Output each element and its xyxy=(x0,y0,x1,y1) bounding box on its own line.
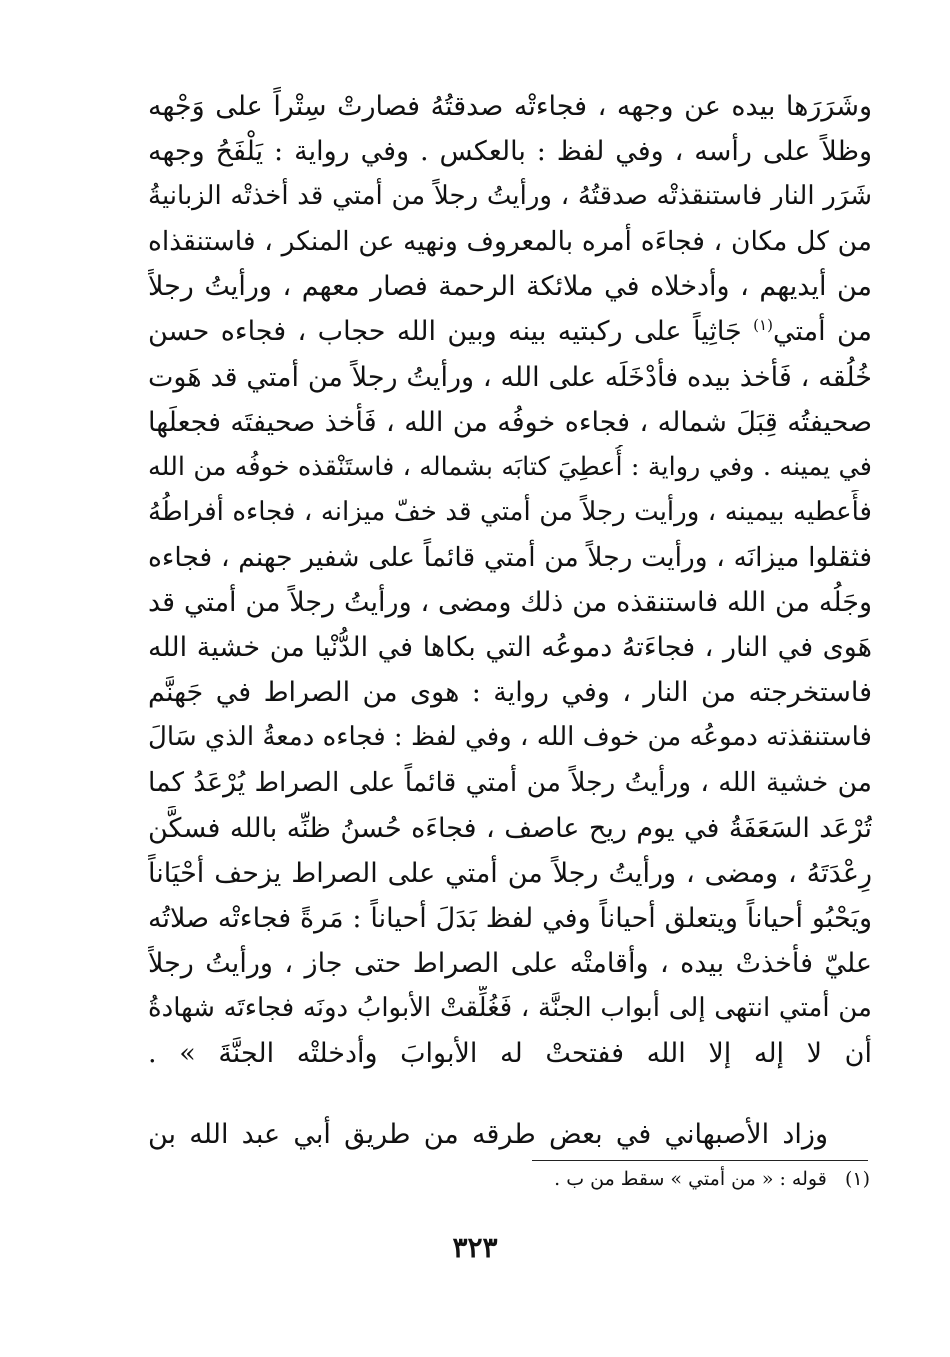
text-line: ويَحْبُو أحياناً ويتعلق أحياناً وفي لفظ بَدَلَ أحياناً : مَرةً فجاءتْه صلاتُه xyxy=(148,902,872,934)
text-fragment: جَاثِياً على ركبتيه بينه وبين الله حجاب ، فجاءه حسن xyxy=(148,316,742,348)
text-line: أن لا إله إلا الله ففتحتْ له الأبوابَ وأدخلتْه الجنَّةَ » . xyxy=(148,1037,872,1069)
text-fragment: من أمتي xyxy=(772,316,872,348)
continuation-text: وزاد الأصبهاني في بعض طرقه من طريق أبي عبد الله بن xyxy=(148,1119,828,1150)
text-line: رِعْدَتَهُ ، ومضى ، ورأيتُ رجلاً من أمتي على الصراط يزحف أحْيَاناً xyxy=(148,857,872,889)
text-line: وشَرَرَها بيده عن وجهه ، فجاءتْه صدقتُهُ فصارتْ سِتْراً على وَجْهه xyxy=(148,91,872,122)
text-line: وجَلُه من الله فاستنقذه من ذلك ومضى ، ورأيتُ رجلاً من أمتي قد xyxy=(148,587,872,619)
footnote-divider xyxy=(532,1160,868,1161)
text-line: في يمينه . وفي رواية : أُعطِيَ كتابَه بشماله ، فاستَنْقذه خوفُه من الله xyxy=(148,451,872,482)
text-line: فأَعطيه بيمينه ، ورأيت رجلاً من أمتي قد خفّ ميزانه ، فجاءه أفراطُهُ xyxy=(148,496,872,527)
text-line: من كل مكان ، فجاءَه أمره بالمعروف ونهيه عن المنكر ، فاستنقذاه xyxy=(148,226,872,258)
text-line: تُرْعَد السَعَفَةُ في يوم ريح عاصف ، فجاءَه حُسنُ ظنِّه بالله فسكَّن xyxy=(148,812,872,844)
text-line: عليّ فأخذتْ بيده ، وأقامتْه على الصراط حتى جاز ، ورأيتُ رجلاً xyxy=(148,947,872,979)
page-number: ٣٢٣ xyxy=(452,1231,498,1264)
text-line: من أمتي انتهى إلى أبواب الجنَّة ، فَغُلِّقتْ الأبوابُ دونَه فجاءتَه شهادةُ xyxy=(148,992,872,1023)
text-line: من أيديهم ، وأدخلاه في ملائكة الرحمة فصار معهم ، ورأيتُ رجلاً xyxy=(148,271,872,303)
text-line-with-footnote-ref xyxy=(148,309,872,354)
text-line: فاستنقذته دموعُه من خوف الله ، وفي لفظ : فجاءه دمعةُ الذي سَالَ xyxy=(148,722,872,753)
text-line: وظلاً على رأسه ، وفي لفظ : بالعكس . وفي رواية : يَلْفَحُ وجهه xyxy=(148,136,872,168)
paragraph-continuation xyxy=(148,1112,872,1157)
main-text-block xyxy=(148,84,872,1076)
text-line: من خشية الله ، ورأيتُ رجلاً من أمتي قائماً على الصراط يُرْعَدُ كما xyxy=(148,767,872,799)
text-line: هَوى في النار ، فجاءَتهُ دموعُه التي بكاها في الدُّنْيا من خشية الله xyxy=(148,632,872,664)
text-line: فثقلوا ميزانَه ، ورأيت رجلاً من أمتي قائماً على شفير جهنم ، فجاءه xyxy=(148,541,872,573)
text-line: شَرَر النار فاستنقذتْه صدقتُهُ ، ورأيتُ رجلاً من أمتي قد أخذتْه الزبانيةُ xyxy=(148,181,872,212)
text-line: صحيفتُه قِبَلَ شماله ، فجاءه خوفُه من الله ، فَأخذ صحيفتَه فجعلَها xyxy=(148,406,872,438)
text-line: خُلُقه ، فَأخذ بيده فأدْخَلَه على الله ، ورأيتُ رجلاً من أمتي قد هَوت xyxy=(148,361,872,393)
footnote-text: قوله : « من أمتي » سقط من ب . xyxy=(554,1168,827,1190)
footnote xyxy=(554,1164,870,1194)
footnote-reference: (١) xyxy=(753,316,773,335)
text-line: فاستخرجته من النار ، وفي رواية : هوى من الصراط في جَهنَّم xyxy=(148,677,872,709)
footnote-number: (١) xyxy=(844,1168,870,1190)
